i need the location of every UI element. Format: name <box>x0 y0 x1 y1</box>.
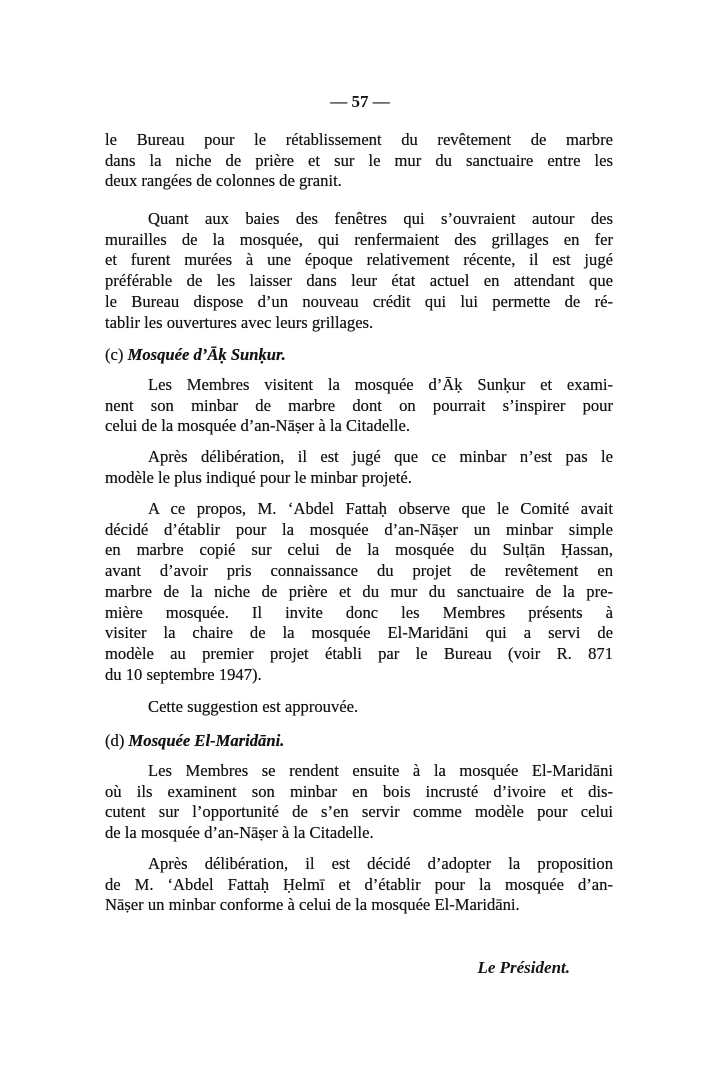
text-line: Quant aux baies des fenêtres qui s’ouvraient autour des <box>148 209 613 228</box>
section-title: Mosquée El-Maridāni. <box>128 731 285 750</box>
paragraph <box>105 447 613 488</box>
section-label: (d) <box>105 731 125 750</box>
text-line: décidé d’établir pour la mosquée d’an-Nāṣer un minbar simple <box>105 519 613 539</box>
signature: Le Président. <box>477 958 570 977</box>
text-line: nent son minbar de marbre dont on pourrait s’inspirer pour <box>105 395 613 415</box>
text-line: mière mosquée. Il invite donc les Membres présents à <box>105 602 613 622</box>
text-line: de la mosquée d’an-Nāṣer à la Citadelle. <box>105 823 374 843</box>
text-line: Les Membres se rendent ensuite à la mosquée El-Maridāni <box>148 761 613 780</box>
text-line: Les Membres visitent la mosquée d’Āḳ Sunḳur et exami- <box>148 375 613 394</box>
text-line: et furent murées à une époque relativement récente, il est jugé <box>105 250 613 270</box>
text-line: le Bureau dispose d’un nouveau crédit qui lui permette de ré- <box>105 291 613 311</box>
paragraph <box>105 499 613 685</box>
paragraph <box>105 375 613 437</box>
text-line: visiter la chaire de la mosquée El-Maridāni qui a servi de <box>105 623 613 643</box>
text-line: où ils examinent son minbar en bois incrusté d’ivoire et dis- <box>105 781 613 801</box>
paragraph <box>105 209 613 333</box>
paragraph <box>105 854 613 916</box>
text-line: cutent sur l’opportunité de s’en servir comme modèle pour celui <box>105 802 613 822</box>
text-line: modèle le plus indiqué pour le minbar projeté. <box>105 467 412 487</box>
text-line: modèle au premier projet établi par le Bureau (voir R. 871 <box>105 643 613 663</box>
section-heading-c <box>105 345 286 366</box>
paragraph <box>105 761 613 844</box>
section-title: Mosquée d’Āḳ Sunḳur. <box>127 345 286 364</box>
section-heading-d <box>105 731 284 752</box>
text-line: du 10 septembre 1947). <box>105 664 262 684</box>
text-line: celui de la mosquée d’an-Nāṣer à la Citadelle. <box>105 416 411 436</box>
text-line: de M. ‘Abdel Fattaḥ Ḥelmī et d’établir pour la mosquée d’an- <box>105 874 613 894</box>
text-line: marbre de la niche de prière et du mur du sanctuaire de la pre- <box>105 581 613 601</box>
text-line: Cette suggestion est approuvée. <box>148 697 359 716</box>
text-line: préférable de les laisser dans leur état actuel en attendant que <box>105 271 613 291</box>
text-line: A ce propos, M. ‘Abdel Fattaḥ observe que le Comité avait <box>148 499 613 518</box>
text-line: dans la niche de prière et sur le mur du sanctuaire entre les <box>105 150 613 170</box>
text-line: deux rangées de colonnes de granit. <box>105 171 342 191</box>
paragraph <box>105 697 613 718</box>
text-line: Nāṣer un minbar conforme à celui de la mosquée El-Maridāni. <box>105 895 520 915</box>
text-line: le Bureau pour le rétablissement du revêtement de marbre <box>105 130 613 149</box>
text-line: avant d’avoir pris connaissance du projet de revêtement en <box>105 561 613 581</box>
text-line: Après délibération, il est jugé que ce minbar n’est pas le <box>148 447 613 466</box>
text-line: en marbre copié sur celui de la mosquée du Sulṭān Ḥassan, <box>105 540 613 560</box>
text-line: murailles de la mosquée, qui renfermaient des grillages en fer <box>105 229 613 249</box>
page-number: — 57 — <box>330 92 390 111</box>
text-line: Après délibération, il est décidé d’adopter la proposition <box>148 854 613 873</box>
text-line: tablir les ouvertures avec leurs grillages. <box>105 312 374 332</box>
paragraph <box>105 130 613 192</box>
section-label: (c) <box>105 345 124 364</box>
